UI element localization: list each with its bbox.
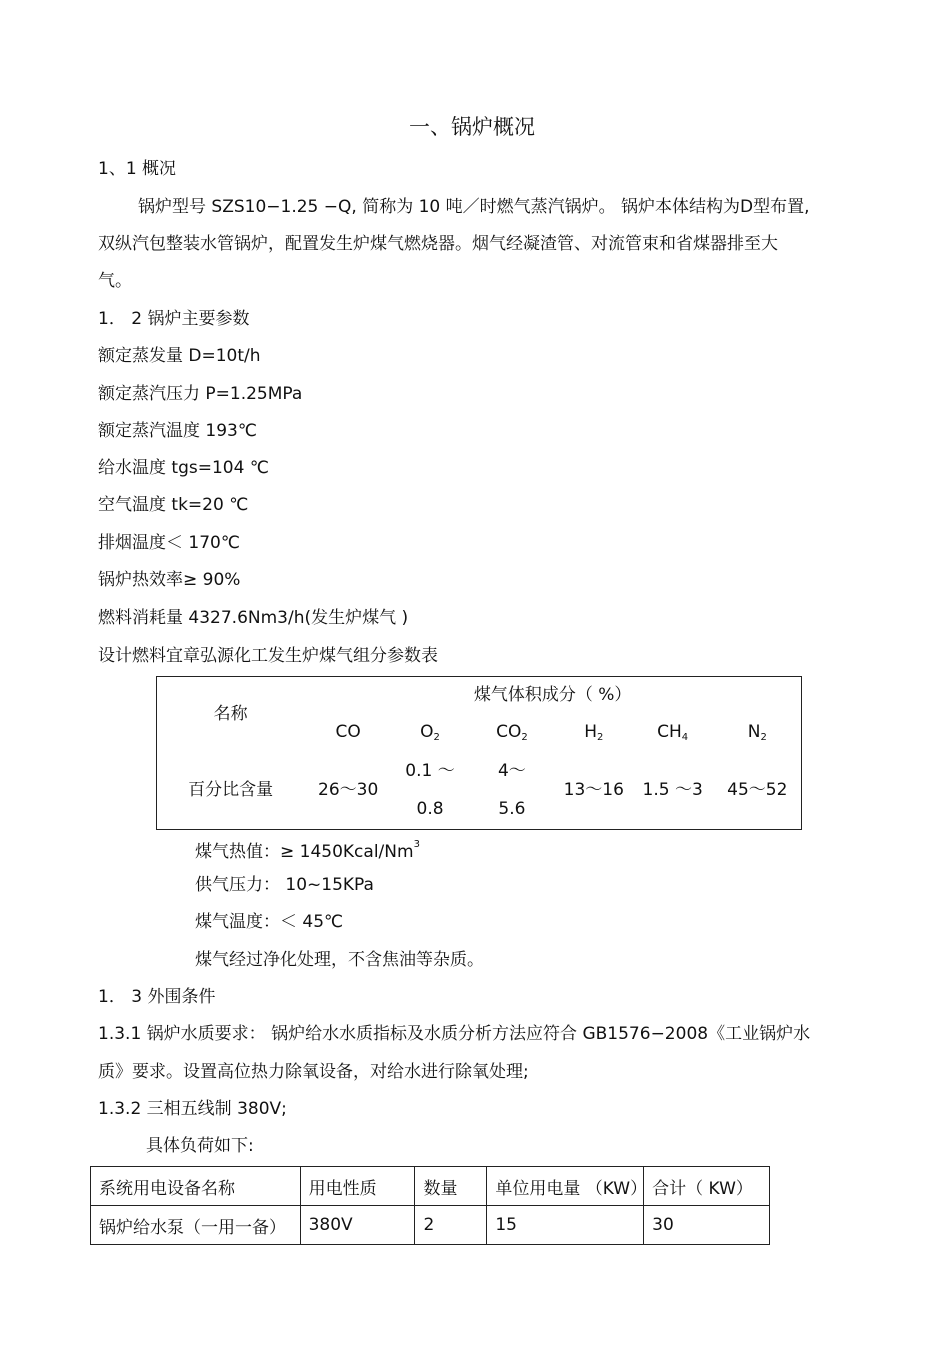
- component-o2: $O_2$: [420, 722, 440, 743]
- component-co: CO: [335, 722, 361, 742]
- section-heading-1-3: 1． 3 外围条件: [98, 987, 216, 1007]
- component-ch4: $CH_4$: [657, 722, 689, 743]
- table-row: [91, 1206, 770, 1245]
- value-co2-top: 4～: [497, 761, 526, 781]
- section-heading-1-2: 1． 2 锅炉主要参数: [98, 309, 250, 329]
- section-heading-1-1: 1、1 概况: [98, 159, 177, 179]
- value-h2: 13～16: [563, 780, 624, 801]
- name-header-cell: [157, 677, 305, 753]
- overview-line-3: 气。: [98, 271, 132, 291]
- gas-volume-header: 煤气体积成分（ %）: [473, 685, 632, 706]
- name-header: 名称: [213, 704, 248, 725]
- param-feedwater-temperature: 给水温度 tgs=104 ℃: [98, 458, 269, 478]
- page-title: 一、锅炉概况: [409, 115, 535, 139]
- value-o2-top: 0.1 ～: [405, 761, 455, 781]
- value-o2-bottom: 0.8: [416, 799, 444, 820]
- load-intro: 具体负荷如下:: [146, 1136, 254, 1156]
- cell-unit-power: 15: [487, 1206, 644, 1245]
- value-co: 26～30: [318, 780, 379, 801]
- gas-heat-value: 煤气热值：≥ $1450Kcal/Nm^3$: [195, 839, 420, 862]
- header-equipment-name: 系统用电设备名称: [91, 1167, 301, 1206]
- overview-line-2: 双纵汽包整装水管锅炉，配置发生炉煤气燃烧器。烟气经凝渣管、对流管束和省煤器排至大: [98, 234, 778, 254]
- cell-quantity: 2: [415, 1206, 487, 1245]
- param-fuel-consumption: 燃料消耗量 4327.6Nm3/h(发生炉煤气 ): [98, 608, 409, 628]
- gas-temperature: 煤气温度：＜ 45℃: [195, 912, 344, 932]
- cell-equipment-name: 锅炉给水泵（一用一备）: [91, 1206, 301, 1245]
- header-power-nature: 用电性质: [300, 1167, 415, 1206]
- value-co2-bottom: 5.6: [498, 799, 526, 820]
- header-unit-power: 单位用电量 （KW）: [487, 1167, 644, 1206]
- param-air-temperature: 空气温度 tk=20 ℃: [98, 495, 249, 515]
- water-quality-line-2: 质》要求。设置高位热力除氧设备，对给水进行除氧处理;: [98, 1062, 529, 1082]
- row-label-percentage: 百分比含量: [188, 780, 274, 801]
- component-co2: $CO_2$: [496, 722, 528, 743]
- component-n2: $N_2$: [747, 722, 767, 743]
- electrical-load-table: [90, 1166, 770, 1245]
- header-quantity: 数量: [415, 1167, 487, 1206]
- param-flue-gas-temperature: 排烟温度＜ 170℃: [98, 533, 240, 553]
- heat-value-superscript: 3: [413, 839, 420, 850]
- param-rated-temperature: 额定蒸汽温度 193℃: [98, 421, 257, 441]
- header-total-power: 合计（ KW）: [644, 1167, 770, 1206]
- gas-purification-note: 煤气经过净化处理，不含焦油等杂质。: [195, 950, 484, 970]
- value-n2: 45～52: [727, 780, 788, 801]
- gas-supply-pressure: 供气压力： 10~15KPa: [195, 875, 374, 895]
- value-ch4: 1.5 ～3: [642, 780, 703, 801]
- power-supply-line: 1.3.2 三相五线制 380V;: [98, 1099, 287, 1119]
- component-h2: $H_2$: [584, 722, 604, 743]
- gas-table-caption: 设计燃料宜章弘源化工发生炉煤气组分参数表: [98, 646, 438, 666]
- param-rated-pressure: 额定蒸汽压力 P=1.25MPa: [98, 384, 303, 404]
- gas-composition-table: [156, 676, 802, 830]
- group-header-cell: [304, 677, 801, 715]
- param-rated-evaporation: 额定蒸发量 D=10t/h: [98, 346, 261, 366]
- param-boiler-efficiency: 锅炉热效率≥ 90%: [98, 570, 241, 590]
- water-quality-line-1: 1.3.1 锅炉水质要求： 锅炉给水水质指标及水质分析方法应符合 GB1576−2008《工业锅炉水: [98, 1024, 811, 1044]
- cell-total-power: 30: [644, 1206, 770, 1245]
- overview-line-1: 锅炉型号 SZS10−1.25 −Q, 简称为 10 吨／时燃气蒸汽锅炉。 锅炉本体结构为D型布置,: [138, 197, 810, 217]
- cell-power-nature: 380V: [300, 1206, 415, 1245]
